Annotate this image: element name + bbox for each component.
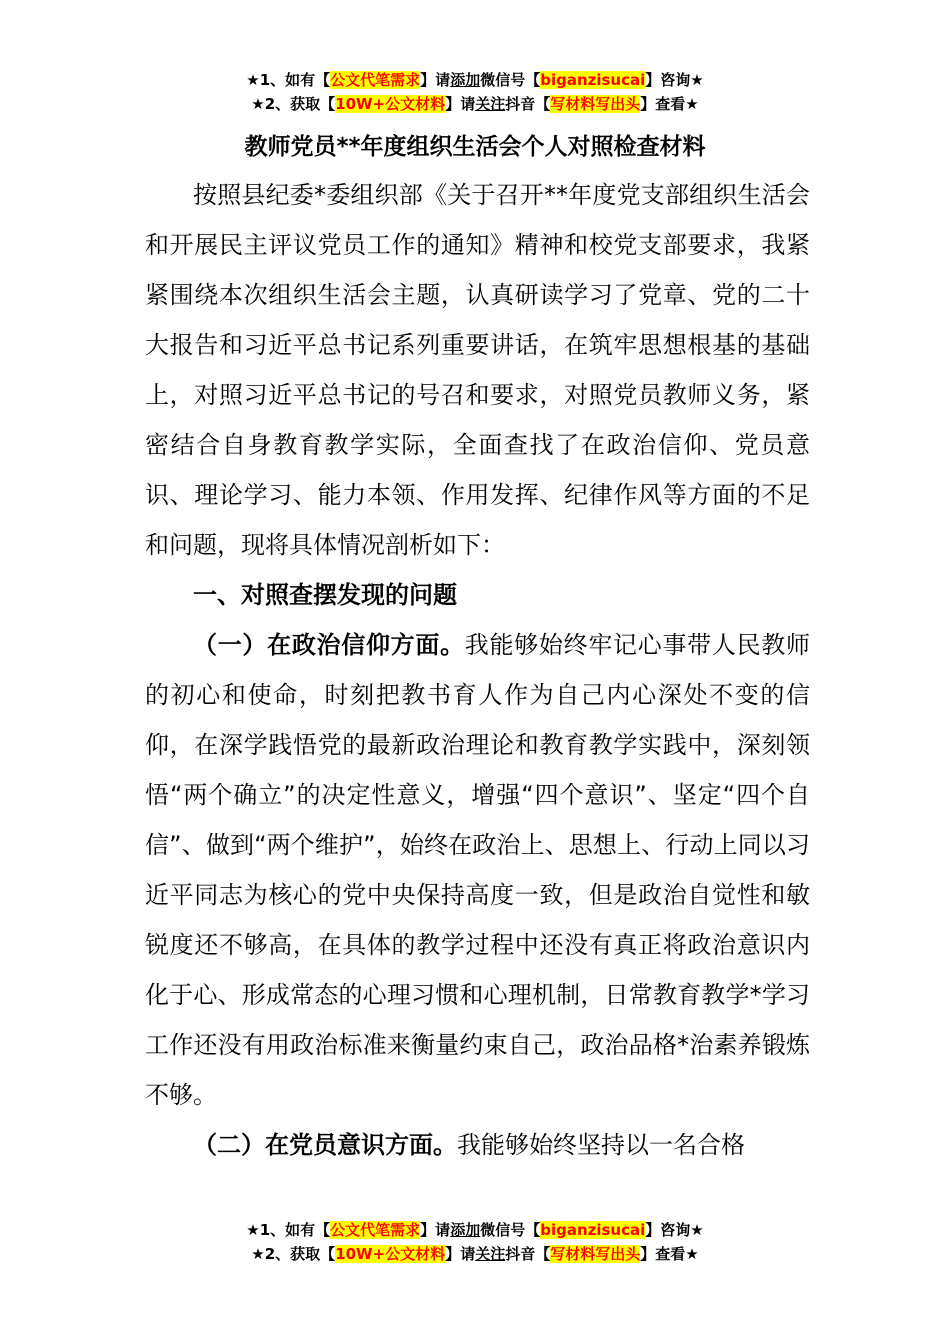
intro-paragraph: 按照县纪委*委组织部《关于召开**年度党支部组织生活会和开展民主评议党员工作的通知》精神和校党支部要求，我紧紧围绕本次组织生活会主题，认真研读学习了党章、党的二十大报告和习近平总书记系列重要讲话，在筑牢思想根基的基础上，对照习近平总书记的号召和要求，对照党员教师义务，紧密结合自身教育教学实际，全面查找了在政治信仰、党员意识、理论学习、能力本领、作用发挥、纪律作风等方面的不足和问题，现将具体情况剖析如下： xyxy=(145,181,810,559)
section-heading-1: 一、对照查摆发现的问题 xyxy=(193,581,457,609)
subheading-party-awareness: （二）在党员意识方面。 xyxy=(193,1131,457,1159)
document-body xyxy=(145,170,810,1170)
highlight-service: 公文代笔需求 xyxy=(330,71,421,89)
footer-line-1: ★1、如有【公文代笔需求】请添加微信号【biganzisucai】咨询★ xyxy=(246,1221,704,1239)
header-banner xyxy=(0,68,950,116)
banner-line-2: ★2、获取【10W+公文材料】请关注抖音【写材料写出头】查看★ xyxy=(251,95,699,113)
banner-line-1: ★1、如有【公文代笔需求】请添加微信号【biganzisucai】咨询★ xyxy=(246,71,704,89)
footer-line-2: ★2、获取【10W+公文材料】请关注抖音【写材料写出头】查看★ xyxy=(251,1245,699,1263)
paragraph-party-awareness: （二）在党员意识方面。我能够始终坚持以一名合格 xyxy=(193,1131,745,1159)
document-title: 教师党员**年度组织生活会个人对照检查材料 xyxy=(244,134,706,160)
footer-banner xyxy=(0,1218,950,1266)
highlight-wechat-id: biganzisucai xyxy=(540,71,646,89)
paragraph-political-belief: （一）在政治信仰方面。我能够始终牢记心事带人民教师的初心和使命，时刻把教书育人作为自己内心深处不变的信仰，在深学践悟党的最新政治理论和教育教学实践中，深刻领悟“两个确立”的决定性意义，增强“四个意识”、坚定“四个自信”、做到“两个维护”，始终在政治上、思想上、行动上同以习近平同志为核心的党中央保持高度一致，但是政治自觉性和敏锐度还不够高，在具体的教学过程中还没有真正将政治意识内化于心、形成常态的心理习惯和心理机制，日常教育教学*学习工作还没有用政治标准来衡量约束自己，政治品格*治素养锻炼不够。 xyxy=(145,631,811,1109)
highlight-materials: 10W+公文材料 xyxy=(335,95,446,113)
highlight-douyin: 写材料写出头 xyxy=(550,95,641,113)
subheading-political-belief: （一）在政治信仰方面。 xyxy=(193,631,465,659)
